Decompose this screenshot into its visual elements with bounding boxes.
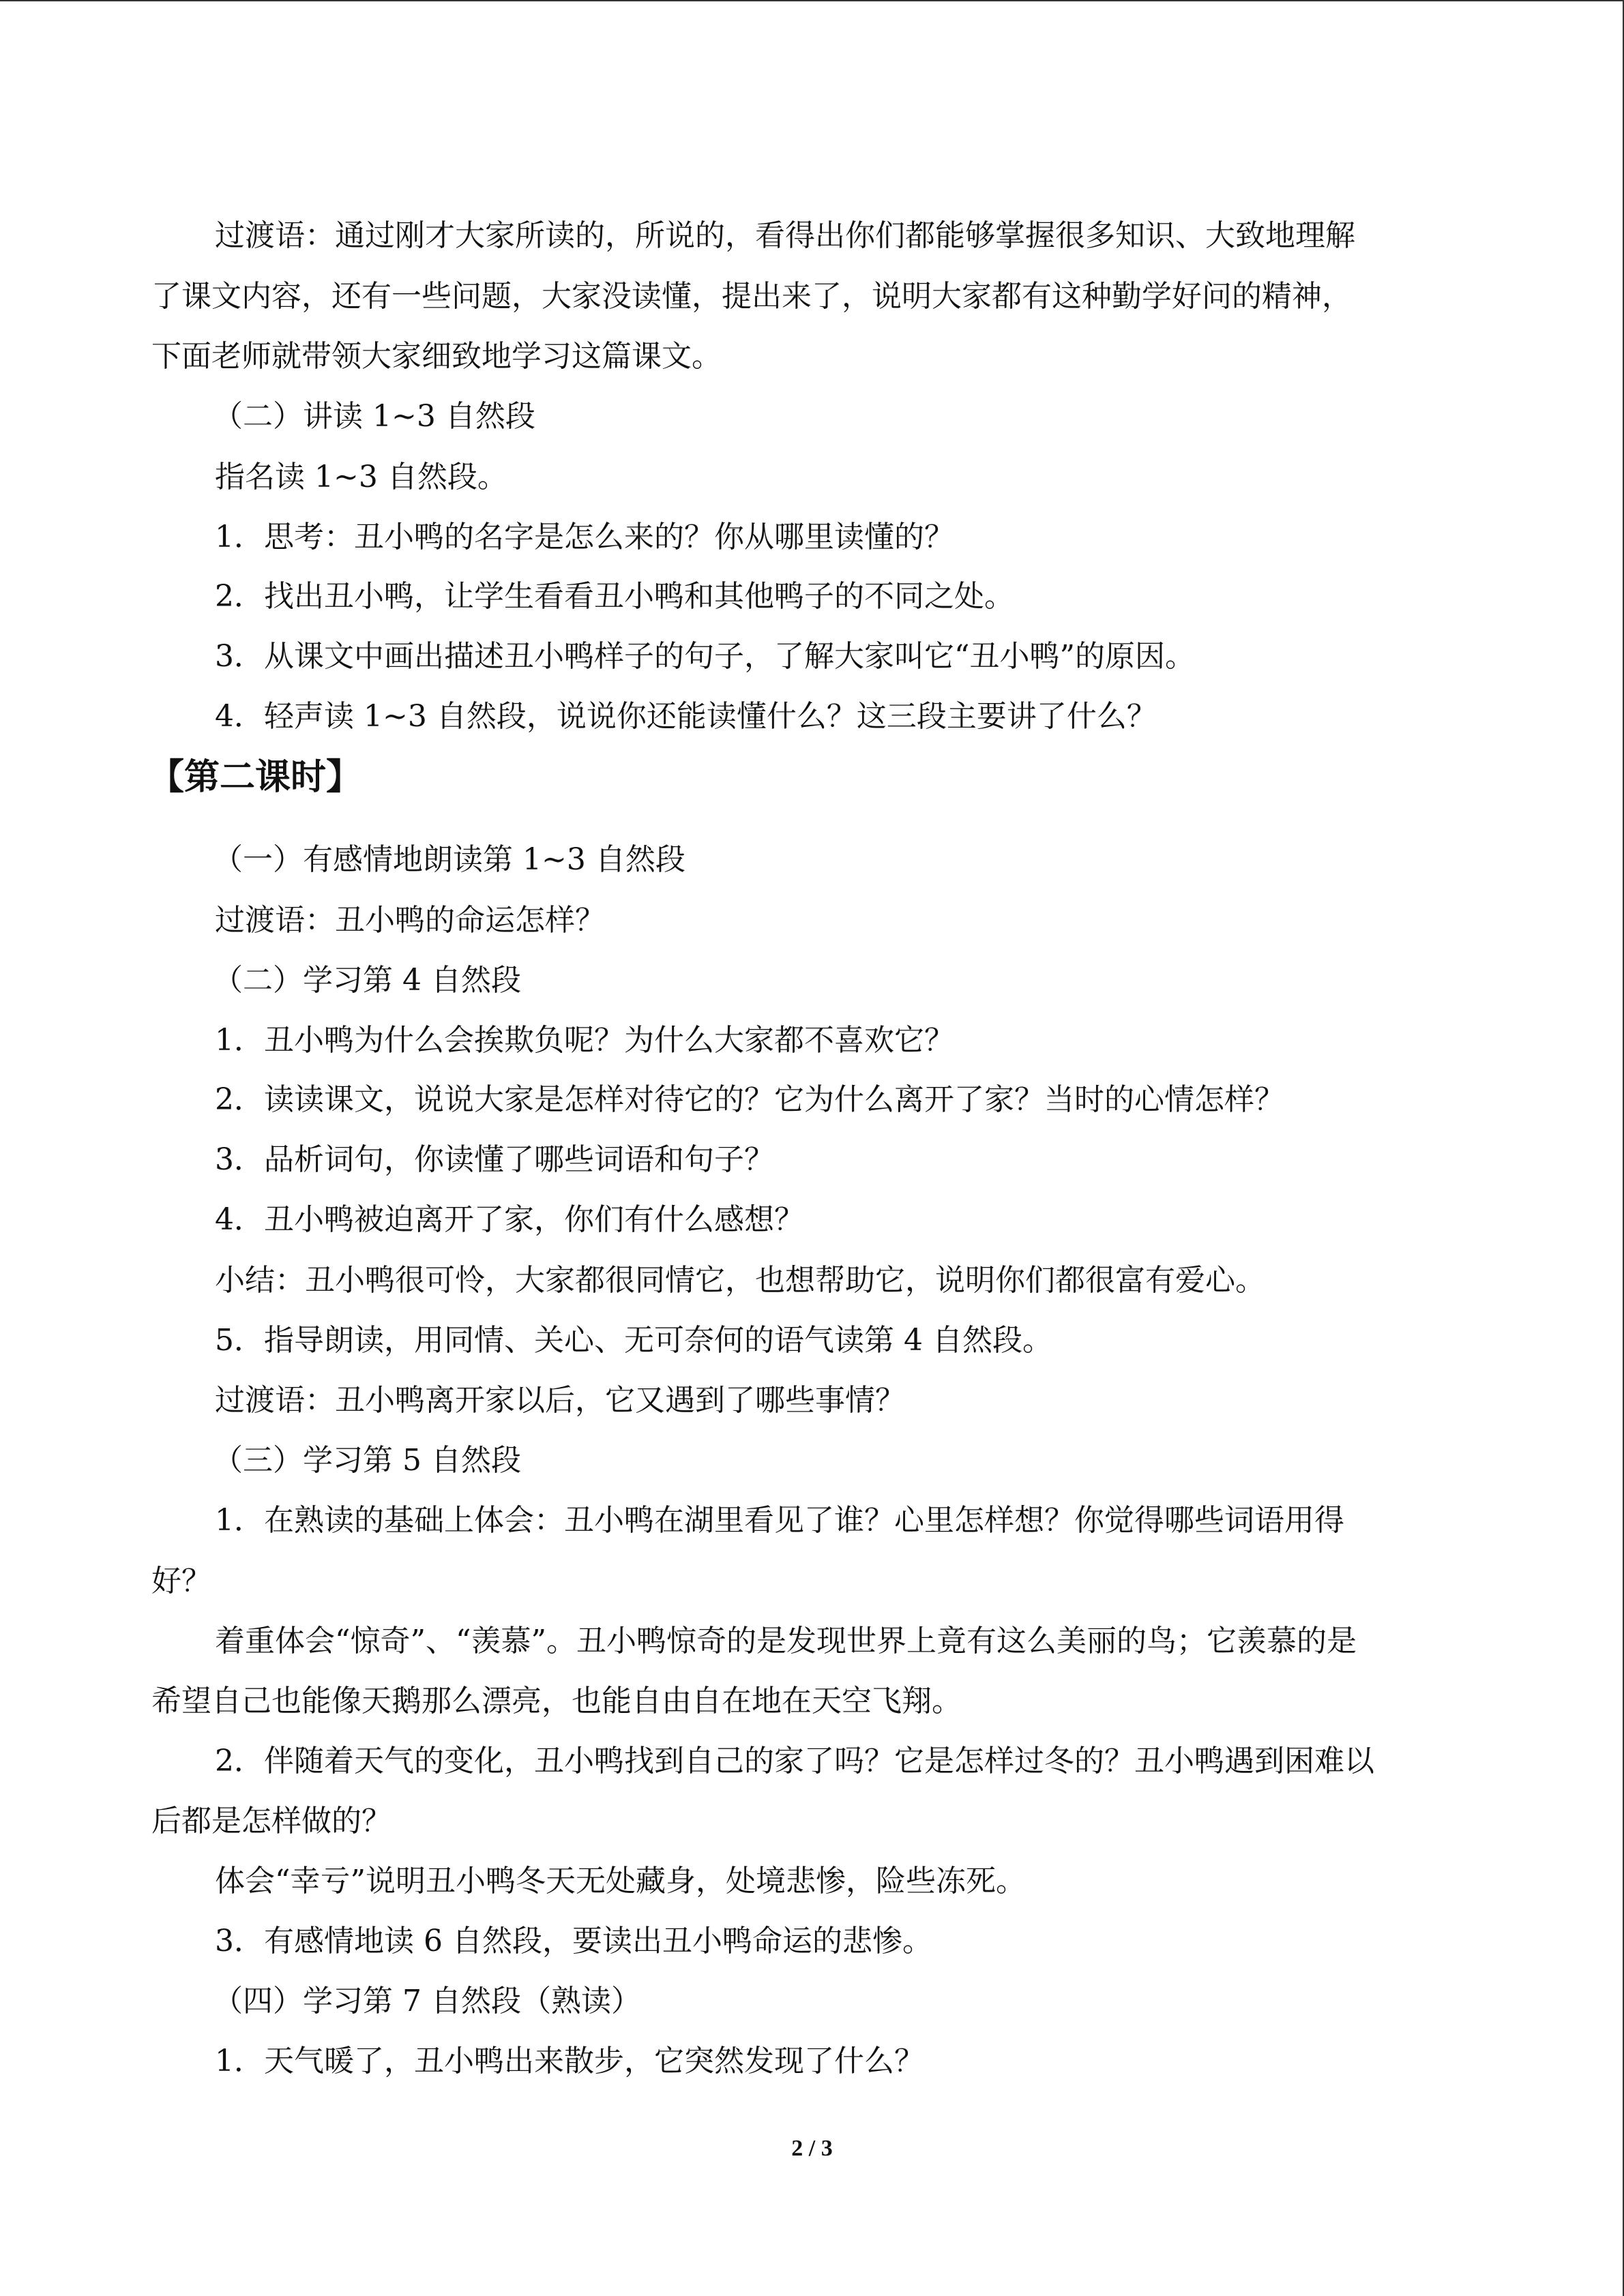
list-item: 1．天气暖了，丑小鸭出来散步，它突然发现了什么？ <box>215 2044 924 2078</box>
paragraph-line: 过渡语：丑小鸭的命运怎样？ <box>215 903 605 938</box>
section-heading: （一）有感情地朗读第 1~3 自然段 <box>213 842 685 877</box>
list-item: 5．指导朗读，用同情、关心、无可奈何的语气读第 4 自然段。 <box>215 1323 1052 1358</box>
lesson-heading: 【第二课时】 <box>149 757 362 798</box>
list-item: 3．从课文中画出描述丑小鸭样子的句子，了解大家叫它“丑小鸭”的原因。 <box>215 639 1195 674</box>
section-heading: （三）学习第 5 自然段 <box>213 1443 521 1478</box>
section-heading: （二）讲读 1~3 自然段 <box>213 399 535 434</box>
paragraph-line: 体会“幸亏”说明丑小鸭冬天无处藏身，处境悲惨，险些冻死。 <box>215 1864 1026 1898</box>
list-item: 1．丑小鸭为什么会挨欺负呢？为什么大家都不喜欢它？ <box>215 1023 954 1058</box>
section-heading: （四）学习第 7 自然段（熟读） <box>213 1984 641 2018</box>
list-item: 4．轻声读 1~3 自然段，说说你还能读懂什么？这三段主要讲了什么？ <box>215 699 1157 734</box>
paragraph-line: 了课文内容，还有一些问题，大家没读懂，提出来了，说明大家都有这种勤学好问的精神， <box>151 279 1352 314</box>
list-item: 3．品析词句，你读懂了哪些词语和句子？ <box>215 1142 774 1177</box>
paragraph-line: 过渡语：通过刚才大家所读的，所说的，看得出你们都能够掌握很多知识、大致地理解 <box>215 218 1355 253</box>
paragraph-line: 着重体会“惊奇”、“羡慕”。丑小鸭惊奇的是发现世界上竟有这么美丽的鸟；它羡慕的是 <box>215 1624 1357 1658</box>
paragraph-line: 下面老师就带领大家细致地学习这篇课文。 <box>151 339 722 374</box>
page-number: 2 / 3 <box>791 2136 833 2161</box>
paragraph-line: 小结：丑小鸭很可怜，大家都很同情它，也想帮助它，说明你们都很富有爱心。 <box>215 1263 1265 1298</box>
list-item: 2．找出丑小鸭，让学生看看丑小鸭和其他鸭子的不同之处。 <box>215 579 1014 614</box>
list-item: 4．丑小鸭被迫离开了家，你们有什么感想？ <box>215 1202 804 1237</box>
section-heading: （二）学习第 4 自然段 <box>213 963 521 998</box>
list-item: 2．读读课文，说说大家是怎样对待它的？它为什么离开了家？当时的心情怎样？ <box>215 1082 1284 1117</box>
list-item: 2．伴随着天气的变化，丑小鸭找到自己的家了吗？它是怎样过冬的？丑小鸭遇到困难以 <box>215 1744 1374 1778</box>
list-item: 1．在熟读的基础上体会：丑小鸭在湖里看见了谁？心里怎样想？你觉得哪些词语用得 <box>215 1503 1344 1538</box>
page-border-top <box>0 0 1624 1</box>
list-item: 3．有感情地读 6 自然段，要读出丑小鸭命运的悲惨。 <box>215 1924 932 1958</box>
paragraph-line: 指名读 1~3 自然段。 <box>215 460 507 494</box>
paragraph-line: 后都是怎样做的？ <box>151 1804 392 1838</box>
paragraph-line: 好？ <box>151 1564 211 1598</box>
paragraph-line: 希望自己也能像天鹅那么漂亮，也能自由自在地在天空飞翔。 <box>151 1684 962 1718</box>
paragraph-line: 过渡语：丑小鸭离开家以后，它又遇到了哪些事情？ <box>215 1383 905 1418</box>
list-item: 1．思考：丑小鸭的名字是怎么来的？你从哪里读懂的？ <box>215 520 954 554</box>
